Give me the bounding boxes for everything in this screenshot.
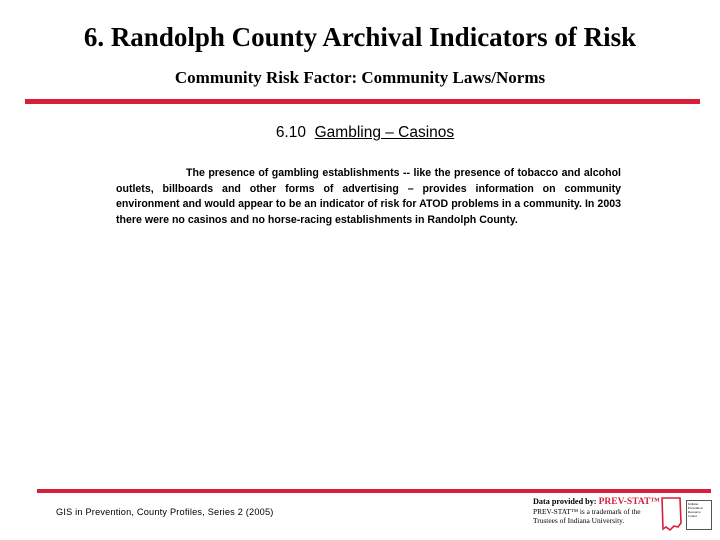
- top-divider: [25, 99, 700, 104]
- trademark-note: PREV-STAT™ is a trademark of the Trustees of Indiana University.: [533, 507, 641, 525]
- page-subtitle: Community Risk Factor: Community Laws/Norms: [174, 68, 546, 87]
- data-provided-label: Data provided by:: [533, 497, 599, 506]
- body-paragraph-block: [116, 166, 621, 228]
- section-title: Gambling – Casinos: [314, 124, 455, 141]
- bottom-divider: [37, 489, 711, 493]
- footer-citation: GIS in Prevention, County Profiles, Series 2 (2005): [56, 507, 274, 517]
- prev-stat-brand: PREV-STAT™: [598, 497, 660, 507]
- body-paragraph: The presence of gambling establishments -- like the presence of tobacco and alcohol outlets, billboards and other forms of advertising – provides information on community environment and would appear to be an indicator of risk for ATOD problems in a community. In 2003 there were no casinos and no horse-racing establishments in Randolph County.: [116, 167, 621, 226]
- section-number: 6.10: [275, 124, 306, 141]
- prevention-center-label: Indiana Prevention Resource Center: [688, 502, 703, 518]
- data-provided-line: [533, 497, 663, 507]
- page-title: 6. Randolph County Archival Indicators of Risk: [83, 22, 637, 52]
- section-heading: [0, 124, 720, 142]
- indiana-state-icon: [660, 496, 684, 532]
- footer-credits: [533, 497, 663, 525]
- prevention-center-logo: [686, 500, 712, 530]
